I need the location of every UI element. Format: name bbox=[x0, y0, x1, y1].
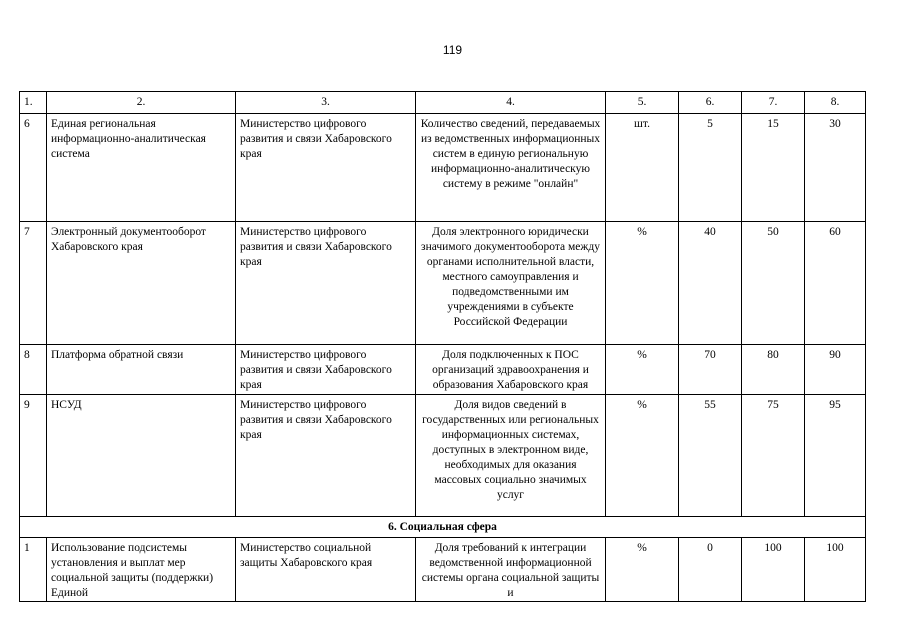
indicator: Доля подключенных к ПОС организаций здравоохранения и образования Хабаровского края bbox=[416, 345, 606, 395]
row-number: 8 bbox=[20, 345, 47, 395]
responsible-org: Министерство социальной защиты Хабаровского края bbox=[236, 538, 416, 602]
header-row bbox=[20, 92, 866, 114]
unit: % bbox=[606, 538, 679, 602]
system-name: Использование подсистемы установления и выплат мер социальной защиты (поддержки) Единой bbox=[47, 538, 236, 602]
system-name: Электронный документооборот Хабаровского края bbox=[47, 222, 236, 345]
indicator: Доля электронного юридически значимого документооборота между органами исполнительной власти, местного самоуправления и подведомственными им учреждениями в субъекте Российской Федерации bbox=[416, 222, 606, 345]
table-row bbox=[20, 538, 866, 602]
value-col-6: 5 bbox=[679, 114, 742, 222]
indicator: Доля видов сведений в государственных или региональных информационных системах, доступных в электронном виде, необходимых для оказания массовых социально значимых услуг bbox=[416, 395, 606, 517]
value-col-7: 75 bbox=[742, 395, 805, 517]
page-number: 119 bbox=[442, 43, 463, 57]
value-col-8: 90 bbox=[805, 345, 866, 395]
value-col-8: 100 bbox=[805, 538, 866, 602]
table-row bbox=[20, 114, 866, 222]
data-table bbox=[19, 91, 866, 602]
value-col-6: 40 bbox=[679, 222, 742, 345]
column-header-6: 6. bbox=[679, 92, 742, 114]
column-header-1: 1. bbox=[20, 92, 47, 114]
unit: % bbox=[606, 222, 679, 345]
section-row bbox=[20, 517, 866, 538]
value-col-7: 15 bbox=[742, 114, 805, 222]
indicator: Количество сведений, передаваемых из ведомственных информационных систем в единую региональную информационно-аналитическую систему в режиме "онлайн" bbox=[416, 114, 606, 222]
row-number: 1 bbox=[20, 538, 47, 602]
column-header-5: 5. bbox=[606, 92, 679, 114]
table-row bbox=[20, 345, 866, 395]
value-col-8: 60 bbox=[805, 222, 866, 345]
indicator: Доля требований к интеграции ведомственной информационной системы органа социальной защиты и bbox=[416, 538, 606, 602]
value-col-8: 30 bbox=[805, 114, 866, 222]
row-number: 6 bbox=[20, 114, 47, 222]
row-number: 7 bbox=[20, 222, 47, 345]
system-name: Платформа обратной связи bbox=[47, 345, 236, 395]
table-row bbox=[20, 222, 866, 345]
value-col-7: 100 bbox=[742, 538, 805, 602]
section-heading: 6. Социальная сфера bbox=[20, 517, 866, 538]
column-header-8: 8. bbox=[805, 92, 866, 114]
column-header-2: 2. bbox=[47, 92, 236, 114]
value-col-6: 55 bbox=[679, 395, 742, 517]
column-header-3: 3. bbox=[236, 92, 416, 114]
value-col-7: 80 bbox=[742, 345, 805, 395]
responsible-org: Министерство цифрового развития и связи Хабаровского края bbox=[236, 345, 416, 395]
unit: шт. bbox=[606, 114, 679, 222]
unit: % bbox=[606, 345, 679, 395]
value-col-6: 0 bbox=[679, 538, 742, 602]
responsible-org: Министерство цифрового развития и связи Хабаровского края bbox=[236, 395, 416, 517]
system-name: Единая региональная информационно-аналитическая система bbox=[47, 114, 236, 222]
value-col-6: 70 bbox=[679, 345, 742, 395]
row-number: 9 bbox=[20, 395, 47, 517]
system-name: НСУД bbox=[47, 395, 236, 517]
column-header-4: 4. bbox=[416, 92, 606, 114]
value-col-8: 95 bbox=[805, 395, 866, 517]
value-col-7: 50 bbox=[742, 222, 805, 345]
column-header-7: 7. bbox=[742, 92, 805, 114]
responsible-org: Министерство цифрового развития и связи Хабаровского края bbox=[236, 222, 416, 345]
responsible-org: Министерство цифрового развития и связи Хабаровского края bbox=[236, 114, 416, 222]
unit: % bbox=[606, 395, 679, 517]
table-row bbox=[20, 395, 866, 517]
